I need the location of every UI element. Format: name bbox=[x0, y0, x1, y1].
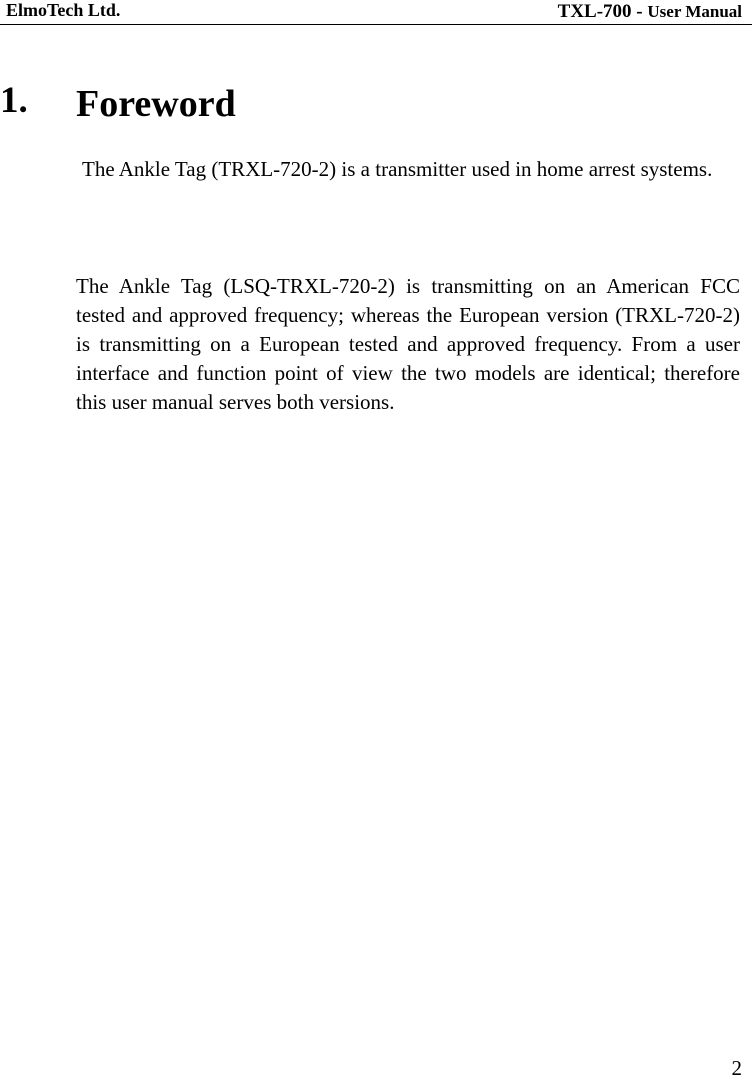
paragraph-versions: The Ankle Tag (LSQ-TRXL-720-2) is transmitting on an American FCC tested and approved frequency; whereas the European version (TRXL-720-2) is transmitting on a European tested and approved frequency. From a user interface and function point of view the two models are identical; therefore this user manual serves both versions. bbox=[76, 274, 740, 414]
manual-title bbox=[558, 1, 742, 23]
section-title: Foreword bbox=[76, 83, 236, 125]
page-number: 2 bbox=[731, 1056, 742, 1080]
paragraph-intro: The Ankle Tag (TRXL-720-2) is a transmitter used in home arrest systems. bbox=[82, 157, 713, 181]
section-number: 1. bbox=[0, 80, 28, 121]
page-header bbox=[0, 0, 752, 25]
manual-title-text: User Manual bbox=[647, 2, 742, 21]
manual-model: TXL-700 - bbox=[557, 1, 648, 22]
company-name: ElmoTech Ltd. bbox=[6, 0, 121, 20]
